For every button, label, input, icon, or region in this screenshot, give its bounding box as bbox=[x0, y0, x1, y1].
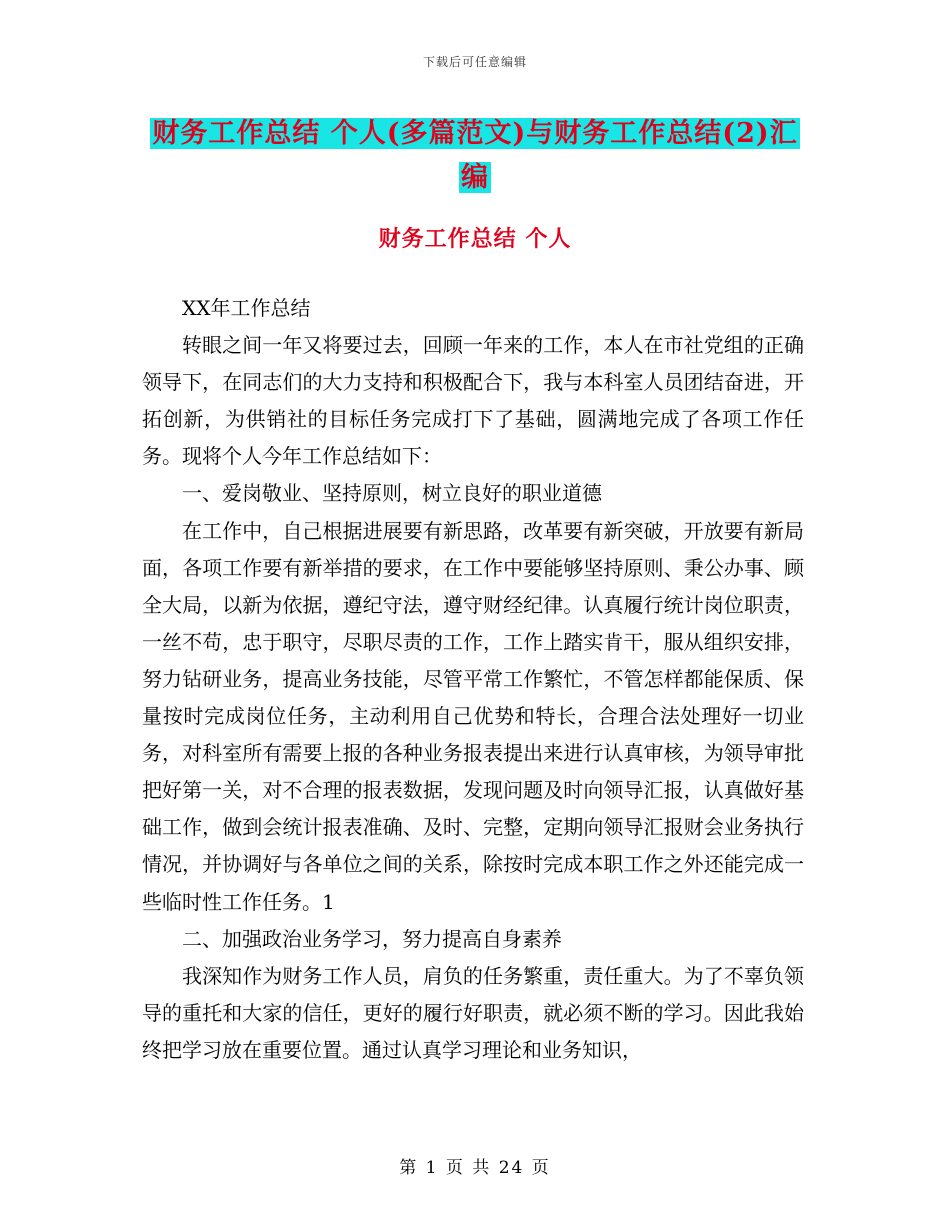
paragraph: 在工作中，自己根据进展要有新思路，改革要有新突破，开放要有新局面，各项工作要有新举措的要求，在工作中要能够坚持原则、秉公办事、顾全大局，以新为依据，遵纪守法，遵守财经纪律。认真履行统计岗位职责，一丝不苟，忠于职守，尽职尽责的工作，工作上踏实肯干，服从组织安排，努力钻研业务，提高业务技能，尽管平常工作繁忙，不管怎样都能保质、保量按时完成岗位任务，主动利用自己优势和特长，合理合法处理好一切业务，对科室所有需要上报的各种业务报表提出来进行认真审核，为领导审批把好第一关，对不合理的报表数据，发现问题及时向领导汇报，认真做好基础工作，做到会统计报表准确、及时、完整，定期向领导汇报财会业务执行情况，并协调好与各单位之间的关系，除按时完成本职工作之外还能完成一些临时性工作任务。1 bbox=[142, 518, 804, 914]
paragraph: 一、爱岗敬业、坚持原则，树立良好的职业道德 bbox=[182, 481, 602, 506]
document-title-line1: 财务工作总结 个人(多篇范文)与财务工作总结(2)汇 bbox=[152, 118, 798, 149]
paragraph: 我深知作为财务工作人员，肩负的任务繁重，责任重大。为了不辜负领导的重托和大家的信任，更好的履行好职责，就必须不断的学习。因此我始终把学习放在重要位置。通过认真学习理论和业务知识， bbox=[142, 963, 804, 1062]
document-title-line2: 编 bbox=[461, 162, 489, 193]
paragraph: XX年工作总结 bbox=[182, 296, 311, 320]
header-note: 下载后可任意编辑 bbox=[422, 55, 527, 69]
paragraph: 转眼之间一年又将要过去，回顾一年来的工作，本人在市社党组的正确领导下，在同志们的大力支持和积极配合下，我与本科室人员团结奋进，开拓创新，为供销社的目标任务完成打下了基础，圆满地完成了各项工作任务。现将个人今年工作总结如下： bbox=[142, 333, 804, 469]
paragraph: 二、加强政治业务学习，努力提高自身素养 bbox=[182, 926, 562, 951]
page-footer: 第 1 页 共 24 页 bbox=[399, 1158, 551, 1178]
document-body bbox=[142, 290, 804, 1069]
section-title: 财务工作总结 个人 bbox=[378, 226, 572, 252]
document-title bbox=[140, 112, 810, 200]
